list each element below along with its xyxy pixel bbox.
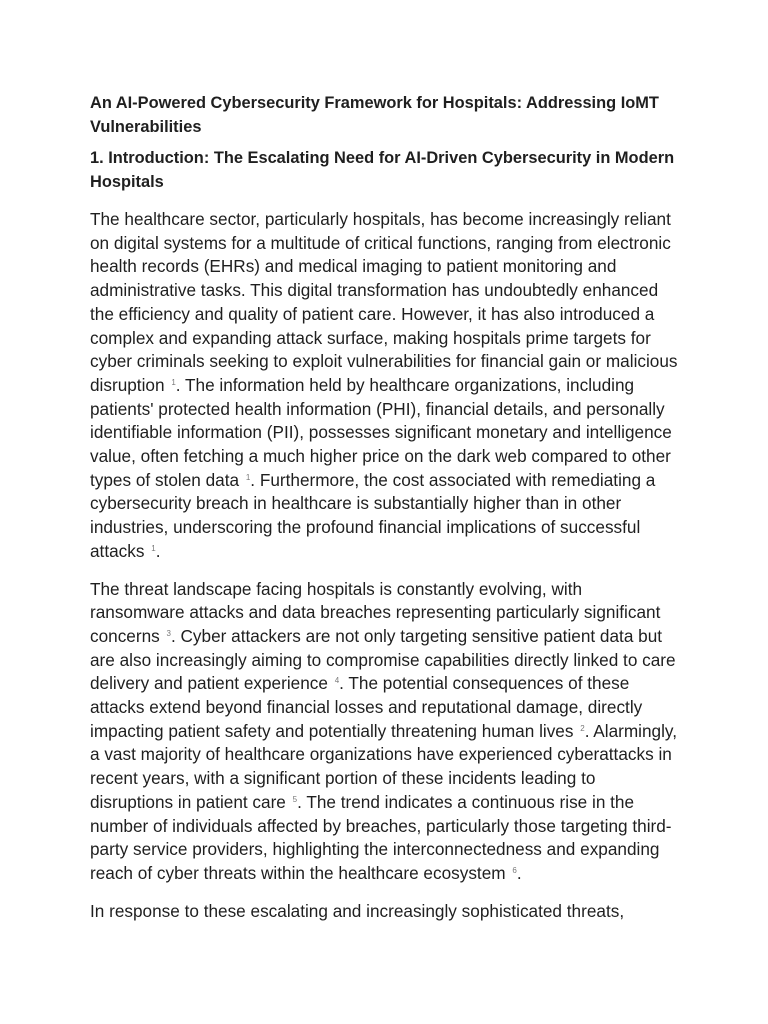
body-paragraph [90, 208, 678, 564]
paragraph-text: . Alarmingly, a vast majority of healthcare organizations have experienced cyberattacks in recent years, with a significant portion of these incidents leading to disruptions in patient care [90, 720, 678, 812]
section-heading-introduction: 1. Introduction: The Escalating Need for AI-Driven Cybersecurity in Modern Hospitals [90, 149, 675, 191]
paragraph-text: . The potential consequences of these attacks extend beyond financial losses and reputational damage, directly impacting patient safety and potentially threatening human lives [90, 673, 643, 741]
paragraph-text: The threat landscape facing hospitals is constantly evolving, with ransomware attacks and data breaches representing particularly significant concerns [90, 578, 661, 646]
citation-marker: 1 [171, 377, 176, 387]
citation-marker: 5 [292, 794, 298, 804]
citation-marker: 3 [166, 628, 171, 638]
citation-marker: 1 [151, 543, 156, 553]
paragraph-text: In response to these escalating and increasingly sophisticated threats, [90, 900, 625, 921]
paragraph-text: . [516, 862, 522, 883]
body-paragraph [90, 900, 678, 924]
document-title: An AI-Powered Cybersecurity Framework for Hospitals: Addressing IoMT Vulnerabilities [90, 94, 659, 136]
citation-marker: 4 [334, 676, 340, 686]
body-paragraph [90, 578, 678, 886]
paragraph-text: . [155, 540, 161, 561]
paragraph-text: . The information held by healthcare organizations, including patients' protected health information (PHI), financial details, and personally identifiable information (PII), possesses significant monetary and intelligence value, often fetching a much higher price on the dark web compared to other types of stolen data [90, 374, 672, 490]
paragraph-text: . Furthermore, the cost associated with remediating a cybersecurity breach in healthcare is substantially higher than in other industries, underscoring the profound financial implications of successful attacks [90, 469, 656, 561]
paragraph-text: The healthcare sector, particularly hospitals, has become increasingly reliant on digital systems for a multitude of critical functions, ranging from electronic health records (EHRs) and medical imaging to patient monitoring and administrative tasks. This digital transformation has undoubtedly enhanced the efficiency and quality of patient care. However, it has also introduced a complex and expanding attack surface, making hospitals prime targets for cyber criminals seeking to exploit vulnerabilities for financial gain or malicious disruption [90, 209, 678, 395]
paragraph-text: . Cyber attackers are not only targeting sensitive patient data but are also increasingly aiming to compromise capabilities directly linked to care delivery and patient experience [90, 625, 676, 694]
citation-marker: 1 [245, 472, 251, 482]
citation-marker: 6 [512, 865, 517, 875]
citation-marker: 2 [580, 723, 585, 733]
paragraph-text: . The trend indicates a continuous rise in the number of individuals affected by breaches, particularly those targeting third-party service providers, highlighting the interconnectedness and expanding reach of cyber threats within the healthcare ecosystem [90, 791, 672, 883]
